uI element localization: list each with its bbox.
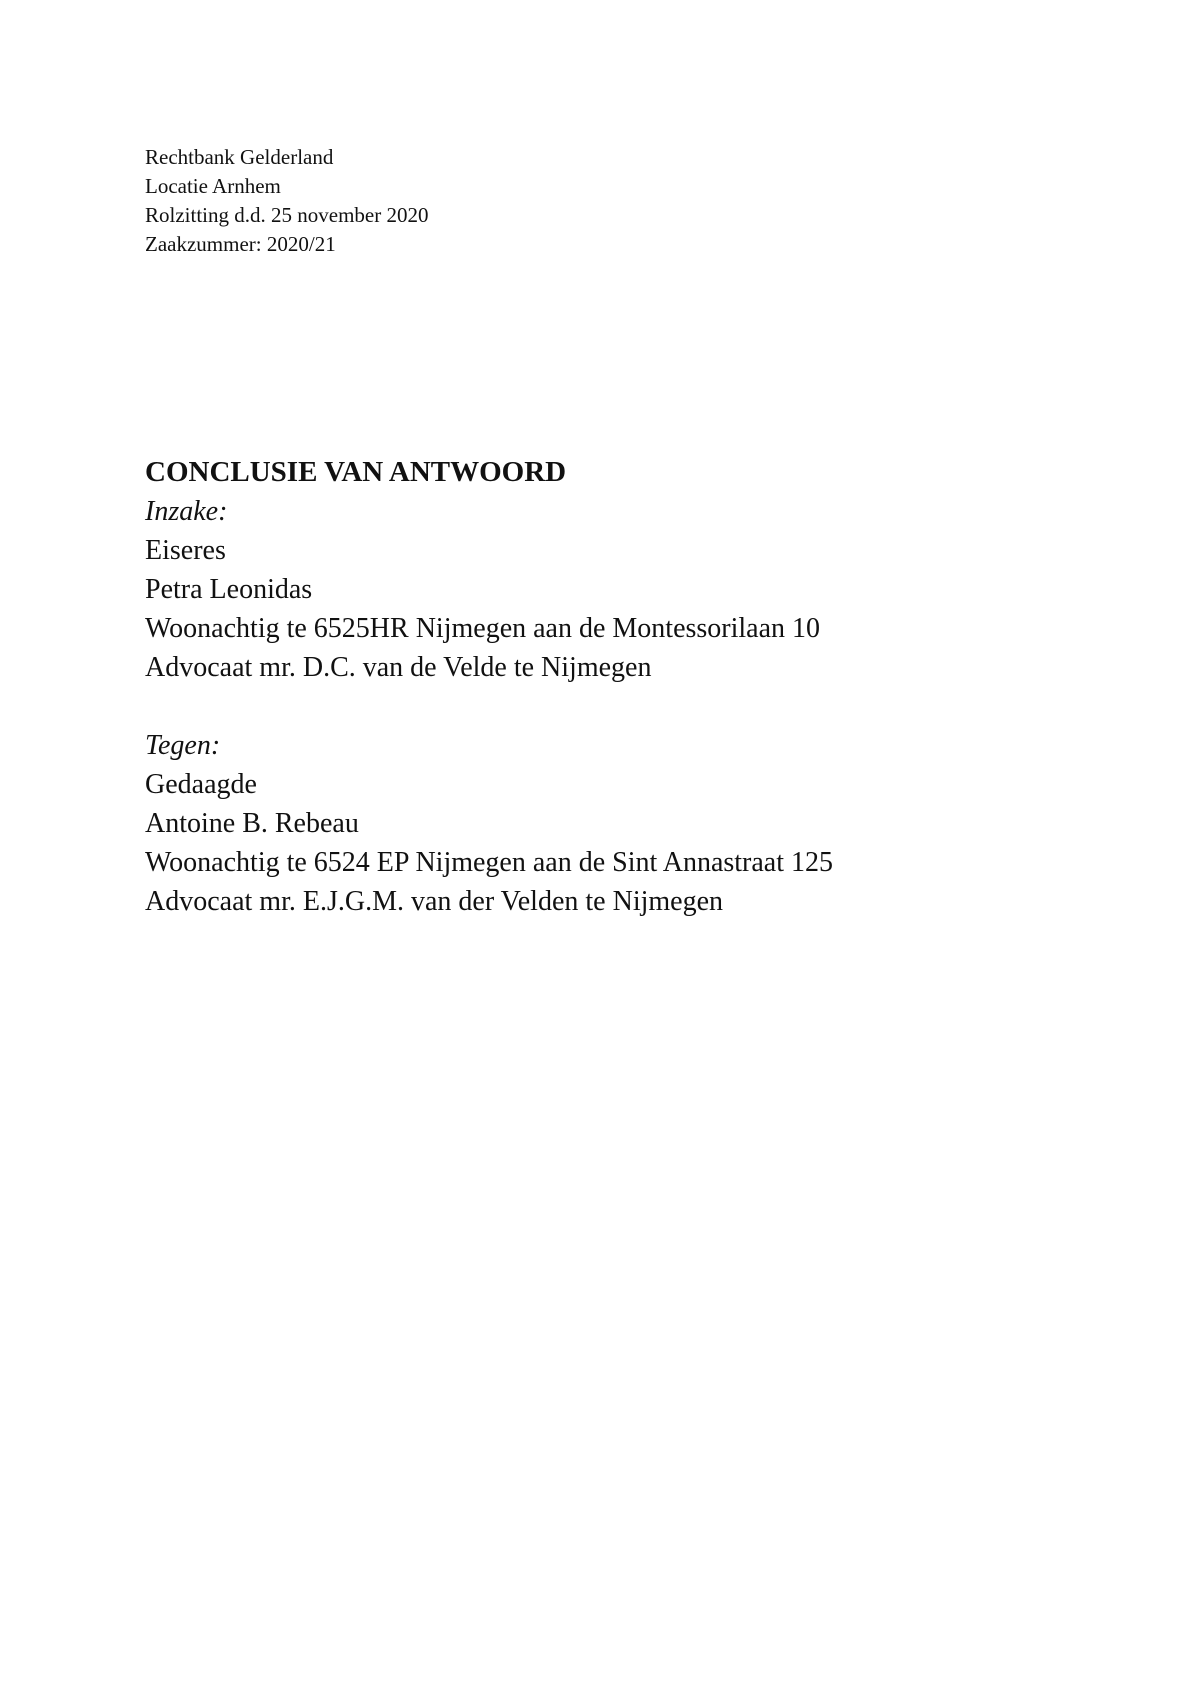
court-location: Locatie Arnhem bbox=[145, 174, 281, 198]
plaintiff-address: Woonachtig te 6525HR Nijmegen aan de Montessorilaan 10 bbox=[145, 613, 821, 644]
defendant-address: Woonachtig te 6524 EP Nijmegen aan de Sint Annastraat 125 bbox=[145, 847, 834, 878]
defendant-name: Antoine B. Rebeau bbox=[145, 808, 359, 839]
document-body bbox=[145, 452, 833, 921]
defendant-lawyer: Advocaat mr. E.J.G.M. van der Velden te Nijmegen bbox=[145, 886, 724, 917]
plaintiff-lawyer: Advocaat mr. D.C. van de Velde te Nijmegen bbox=[145, 652, 652, 683]
plaintiff-section bbox=[145, 492, 833, 687]
defendant-section bbox=[145, 726, 833, 921]
court-name: Rechtbank Gelderland bbox=[145, 145, 334, 169]
document-header bbox=[145, 143, 428, 259]
section-spacer bbox=[145, 687, 833, 726]
document-title: CONCLUSIE VAN ANTWOORD bbox=[145, 456, 567, 488]
defendant-label: Tegen: bbox=[145, 730, 221, 761]
session-date: Rolzitting d.d. 25 november 2020 bbox=[145, 203, 429, 227]
plaintiff-name: Petra Leonidas bbox=[145, 574, 313, 605]
defendant-role: Gedaagde bbox=[145, 769, 257, 800]
plaintiff-role: Eiseres bbox=[145, 535, 226, 566]
case-number: Zaakzummer: 2020/21 bbox=[145, 232, 336, 256]
plaintiff-label: Inzake: bbox=[145, 496, 228, 527]
